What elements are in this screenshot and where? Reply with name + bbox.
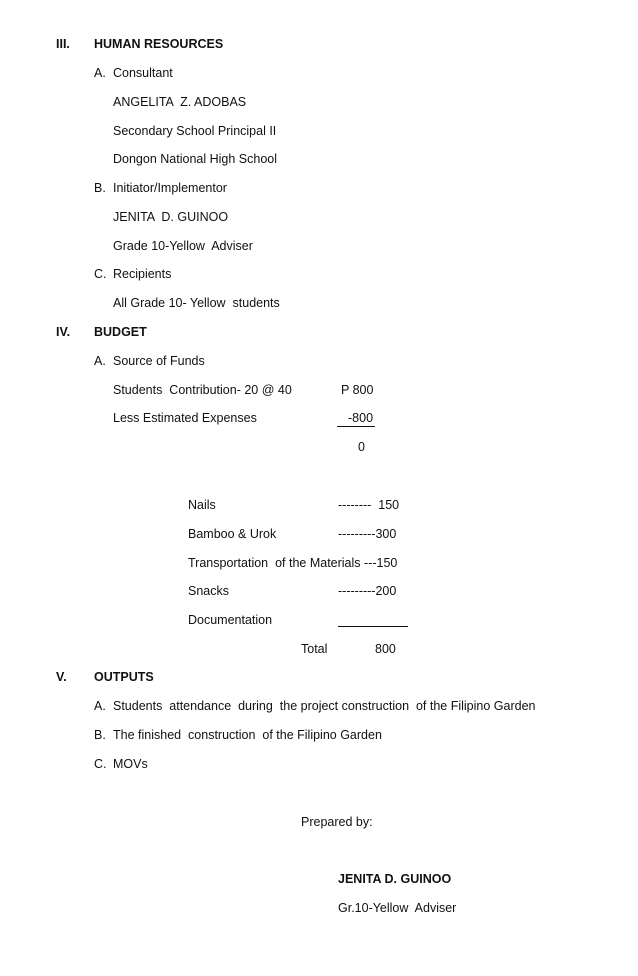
expense-value: ---------200	[338, 584, 397, 598]
section-3-number: III.	[56, 37, 70, 51]
expense-label: Documentation	[188, 613, 273, 627]
total-label: Total	[301, 642, 328, 656]
output-text: The finished construction of the Filipino Garden	[113, 728, 382, 742]
signatory-name: JENITA D. GUINOO	[338, 872, 452, 886]
expense-label: Bamboo & Urok	[188, 527, 277, 541]
total-underline	[338, 626, 408, 627]
budget-row-2-label: Less Estimated Expenses	[113, 411, 257, 425]
section-4-number: IV.	[56, 325, 71, 339]
consultant-school: Dongon National High School	[113, 152, 277, 166]
section-5-title: OUTPUTS	[94, 670, 154, 684]
section-4-a-label: A.	[94, 354, 106, 368]
expense-label: Snacks	[188, 584, 229, 598]
budget-row-1-label: Students Contribution- 20 @ 40	[113, 383, 292, 397]
output-label: B.	[94, 728, 106, 742]
expense-value: -------- 150	[338, 498, 400, 512]
prepared-by-label: Prepared by:	[301, 815, 373, 829]
output-text: Students attendance during the project construction of the Filipino Garden	[113, 699, 536, 713]
budget-row-2-value: -800	[348, 411, 374, 425]
section-3-c-title: Recipients	[113, 267, 172, 281]
section-3-b-title: Initiator/Implementor	[113, 181, 227, 195]
output-text: MOVs	[113, 757, 148, 771]
total-value: 800	[375, 642, 396, 656]
section-3-b-label: B.	[94, 181, 106, 195]
expense-label: Nails	[188, 498, 216, 512]
budget-row-3-value: 0	[358, 440, 365, 454]
section-4-a-title: Source of Funds	[113, 354, 205, 368]
expense-value: ---------300	[338, 527, 397, 541]
output-label: A.	[94, 699, 106, 713]
section-4-title: BUDGET	[94, 325, 147, 339]
budget-underline	[337, 426, 375, 427]
section-3-a-label: A.	[94, 66, 106, 80]
section-3-c-label: C.	[94, 267, 107, 281]
expense-label: Transportation of the Materials ---150	[188, 556, 398, 570]
consultant-position: Secondary School Principal II	[113, 124, 277, 138]
implementor-position: Grade 10-Yellow Adviser	[113, 239, 253, 253]
budget-row-1-value: P 800	[341, 383, 374, 397]
section-3-title: HUMAN RESOURCES	[94, 37, 224, 51]
section-5-number: V.	[56, 670, 67, 684]
signatory-title: Gr.10-Yellow Adviser	[338, 901, 457, 915]
output-label: C.	[94, 757, 107, 771]
consultant-name: ANGELITA Z. ADOBAS	[113, 95, 247, 109]
section-3-a-title: Consultant	[113, 66, 173, 80]
recipients-desc: All Grade 10- Yellow students	[113, 296, 280, 310]
implementor-name: JENITA D. GUINOO	[113, 210, 229, 224]
